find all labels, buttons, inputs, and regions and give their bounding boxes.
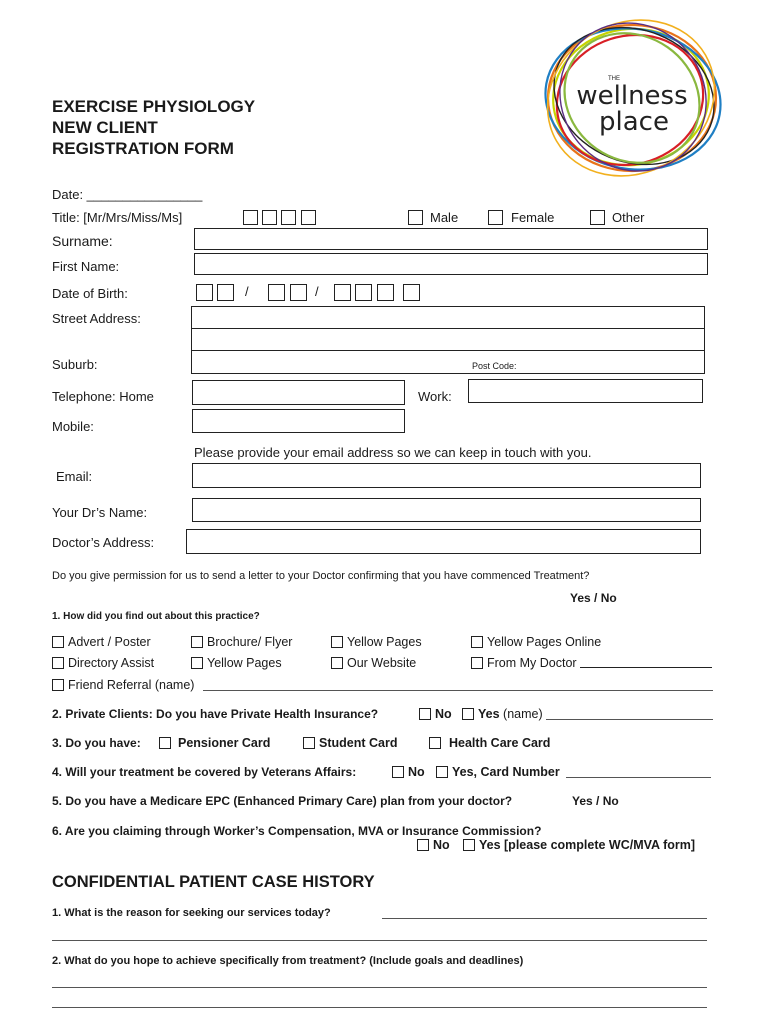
answer-line[interactable] (52, 1007, 707, 1008)
suburb-field[interactable] (191, 350, 705, 374)
history-q1: 1. What is the reason for seeking our services today? (52, 907, 331, 919)
dob-year-box[interactable] (377, 284, 394, 301)
wellness-place-logo (538, 18, 724, 178)
email-note: Please provide your email address so we can keep in touch with you. (194, 445, 592, 460)
insurance-name-line[interactable] (546, 719, 713, 720)
email-label: Email: (56, 469, 93, 484)
q2-yes[interactable] (462, 707, 543, 721)
option-label: Yellow Pages (347, 635, 422, 649)
q4-yes[interactable] (436, 765, 560, 779)
checkbox[interactable] (436, 766, 448, 778)
dr-name-field[interactable] (192, 498, 701, 522)
q1-label: 1. How did you find out about this practice? (52, 611, 260, 622)
tel-home-label: Telephone: Home (52, 389, 154, 404)
title-label: Title: [Mr/Mrs/Miss/Ms] (52, 210, 183, 225)
history-q2: 2. What do you hope to achieve specifically from treatment? (Include goals and deadlines) (52, 955, 524, 967)
form-title-line: NEW CLIENT (52, 118, 158, 137)
option-student-card[interactable] (303, 736, 397, 750)
title-box[interactable] (262, 210, 277, 225)
female-checkbox[interactable] (488, 210, 503, 225)
dob-month-box[interactable] (290, 284, 307, 301)
dob-month-box[interactable] (268, 284, 285, 301)
q2-no[interactable] (419, 707, 452, 721)
option-advert[interactable] (52, 635, 151, 649)
option-yellow-pages-online[interactable] (471, 635, 601, 649)
checkbox[interactable] (471, 657, 483, 669)
option-health-care-card[interactable] (429, 736, 550, 750)
dob-day-box[interactable] (217, 284, 234, 301)
checkbox[interactable] (52, 636, 64, 648)
checkbox[interactable] (331, 657, 343, 669)
option-yellow-pages[interactable] (331, 635, 422, 649)
dob-day-box[interactable] (196, 284, 213, 301)
dr-address-label: Doctor’s Address: (52, 535, 155, 550)
male-label: Male (430, 210, 459, 225)
checkbox[interactable] (463, 839, 475, 851)
logo-small-text: THE (608, 76, 620, 82)
history-heading: CONFIDENTIAL PATIENT CASE HISTORY (52, 873, 375, 891)
dob-separator: / (315, 284, 319, 299)
checkbox[interactable] (429, 737, 441, 749)
option-brochure[interactable] (191, 635, 292, 649)
option-label: Friend Referral (name) (68, 678, 195, 692)
q6-no[interactable] (417, 838, 450, 852)
no-label: No (435, 707, 452, 721)
option-label: Brochure/ Flyer (207, 635, 293, 649)
option-label: Pensioner Card (178, 736, 271, 750)
dob-separator: / (245, 284, 249, 299)
q6-yes[interactable] (463, 838, 695, 852)
doctor-name-line[interactable] (580, 667, 712, 668)
form-title-line: EXERCISE PHYSIOLOGY (52, 97, 256, 116)
first-name-label: First Name: (52, 259, 120, 274)
other-checkbox[interactable] (590, 210, 605, 225)
dob-year-box[interactable] (403, 284, 420, 301)
mobile-label: Mobile: (52, 419, 94, 434)
yes-label: Yes (478, 707, 500, 721)
checkbox[interactable] (159, 737, 171, 749)
option-label: Our Website (347, 656, 417, 670)
surname-field[interactable] (194, 228, 708, 250)
dob-year-box[interactable] (334, 284, 351, 301)
dr-name-label: Your Dr’s Name: (52, 505, 148, 520)
option-pensioner-card[interactable] (159, 736, 270, 750)
postcode-label: Post Code: (472, 361, 517, 371)
option-yellow-pages-2[interactable] (191, 656, 282, 670)
card-number-line[interactable] (566, 777, 711, 778)
option-label: Directory Assist (68, 656, 155, 670)
q5-label: 5. Do you have a Medicare EPC (Enhanced Primary Care) plan from your doctor? (52, 794, 513, 808)
permission-question: Do you give permission for us to send a letter to your Doctor confirming that you have commenced Treatment? (52, 570, 590, 582)
answer-line[interactable] (382, 918, 707, 919)
other-label: Other (612, 210, 645, 225)
answer-line[interactable] (52, 940, 707, 941)
yes-label: Yes, Card Number (452, 765, 560, 779)
dr-address-field[interactable] (186, 529, 701, 554)
option-label: Student Card (319, 736, 398, 750)
tel-home-field[interactable] (192, 380, 405, 405)
option-label: Yellow Pages (207, 656, 282, 670)
q5-yes-no[interactable]: Yes / No (572, 794, 619, 808)
suburb-label: Suburb: (52, 357, 98, 372)
dob-label: Date of Birth: (52, 286, 128, 301)
form-title-line: REGISTRATION FORM (52, 139, 234, 158)
option-from-my-doctor[interactable] (471, 656, 577, 670)
checkbox[interactable] (331, 636, 343, 648)
street-field[interactable] (191, 306, 705, 329)
option-label: From My Doctor (487, 656, 577, 670)
email-field[interactable] (192, 463, 701, 488)
checkbox[interactable] (303, 737, 315, 749)
dob-year-box[interactable] (355, 284, 372, 301)
option-our-website[interactable] (331, 656, 416, 670)
yes-label: Yes [please complete WC/MVA form] (479, 838, 696, 852)
option-label: Advert / Poster (68, 635, 151, 649)
checkbox[interactable] (392, 766, 404, 778)
permission-yes-no[interactable]: Yes / No (570, 591, 617, 605)
q2-label: 2. Private Clients: Do you have Private Health Insurance? (52, 707, 379, 721)
female-label: Female (511, 210, 555, 225)
street-field-2[interactable] (191, 328, 705, 351)
q3-label: 3. Do you have: (52, 736, 141, 750)
q6-label: 6. Are you claiming through Worker’s Compensation, MVA or Insurance Commission? (52, 824, 542, 838)
no-label: No (408, 765, 425, 779)
checkbox[interactable] (419, 708, 431, 720)
street-label: Street Address: (52, 311, 141, 326)
q4-label: 4. Will your treatment be covered by Veterans Affairs: (52, 765, 357, 779)
q4-no[interactable] (392, 765, 425, 779)
checkbox[interactable] (417, 839, 429, 851)
surname-label: Surname: (52, 233, 113, 249)
logo-line2: place (599, 107, 669, 137)
friend-name-line[interactable] (203, 690, 713, 691)
answer-line[interactable] (52, 987, 707, 988)
form-title (52, 96, 255, 159)
work-field[interactable] (468, 379, 703, 403)
work-label: Work: (418, 389, 452, 404)
title-box[interactable] (301, 210, 316, 225)
option-label: Yellow Pages Online (487, 635, 602, 649)
checkbox[interactable] (462, 708, 474, 720)
checkbox[interactable] (52, 657, 64, 669)
logo-line1: wellness (576, 81, 688, 111)
checkbox[interactable] (191, 636, 203, 648)
first-name-field[interactable] (194, 253, 708, 275)
male-checkbox[interactable] (408, 210, 423, 225)
no-label: No (433, 838, 450, 852)
option-friend-referral[interactable] (52, 678, 194, 692)
checkbox[interactable] (471, 636, 483, 648)
option-directory-assist[interactable] (52, 656, 154, 670)
option-label: Health Care Card (449, 736, 551, 750)
date-label: Date: ________________ (52, 187, 203, 202)
checkbox[interactable] (52, 679, 64, 691)
mobile-field[interactable] (192, 409, 405, 433)
checkbox[interactable] (191, 657, 203, 669)
title-box[interactable] (243, 210, 258, 225)
title-box[interactable] (281, 210, 296, 225)
yes-name-label: (name) (503, 707, 543, 721)
